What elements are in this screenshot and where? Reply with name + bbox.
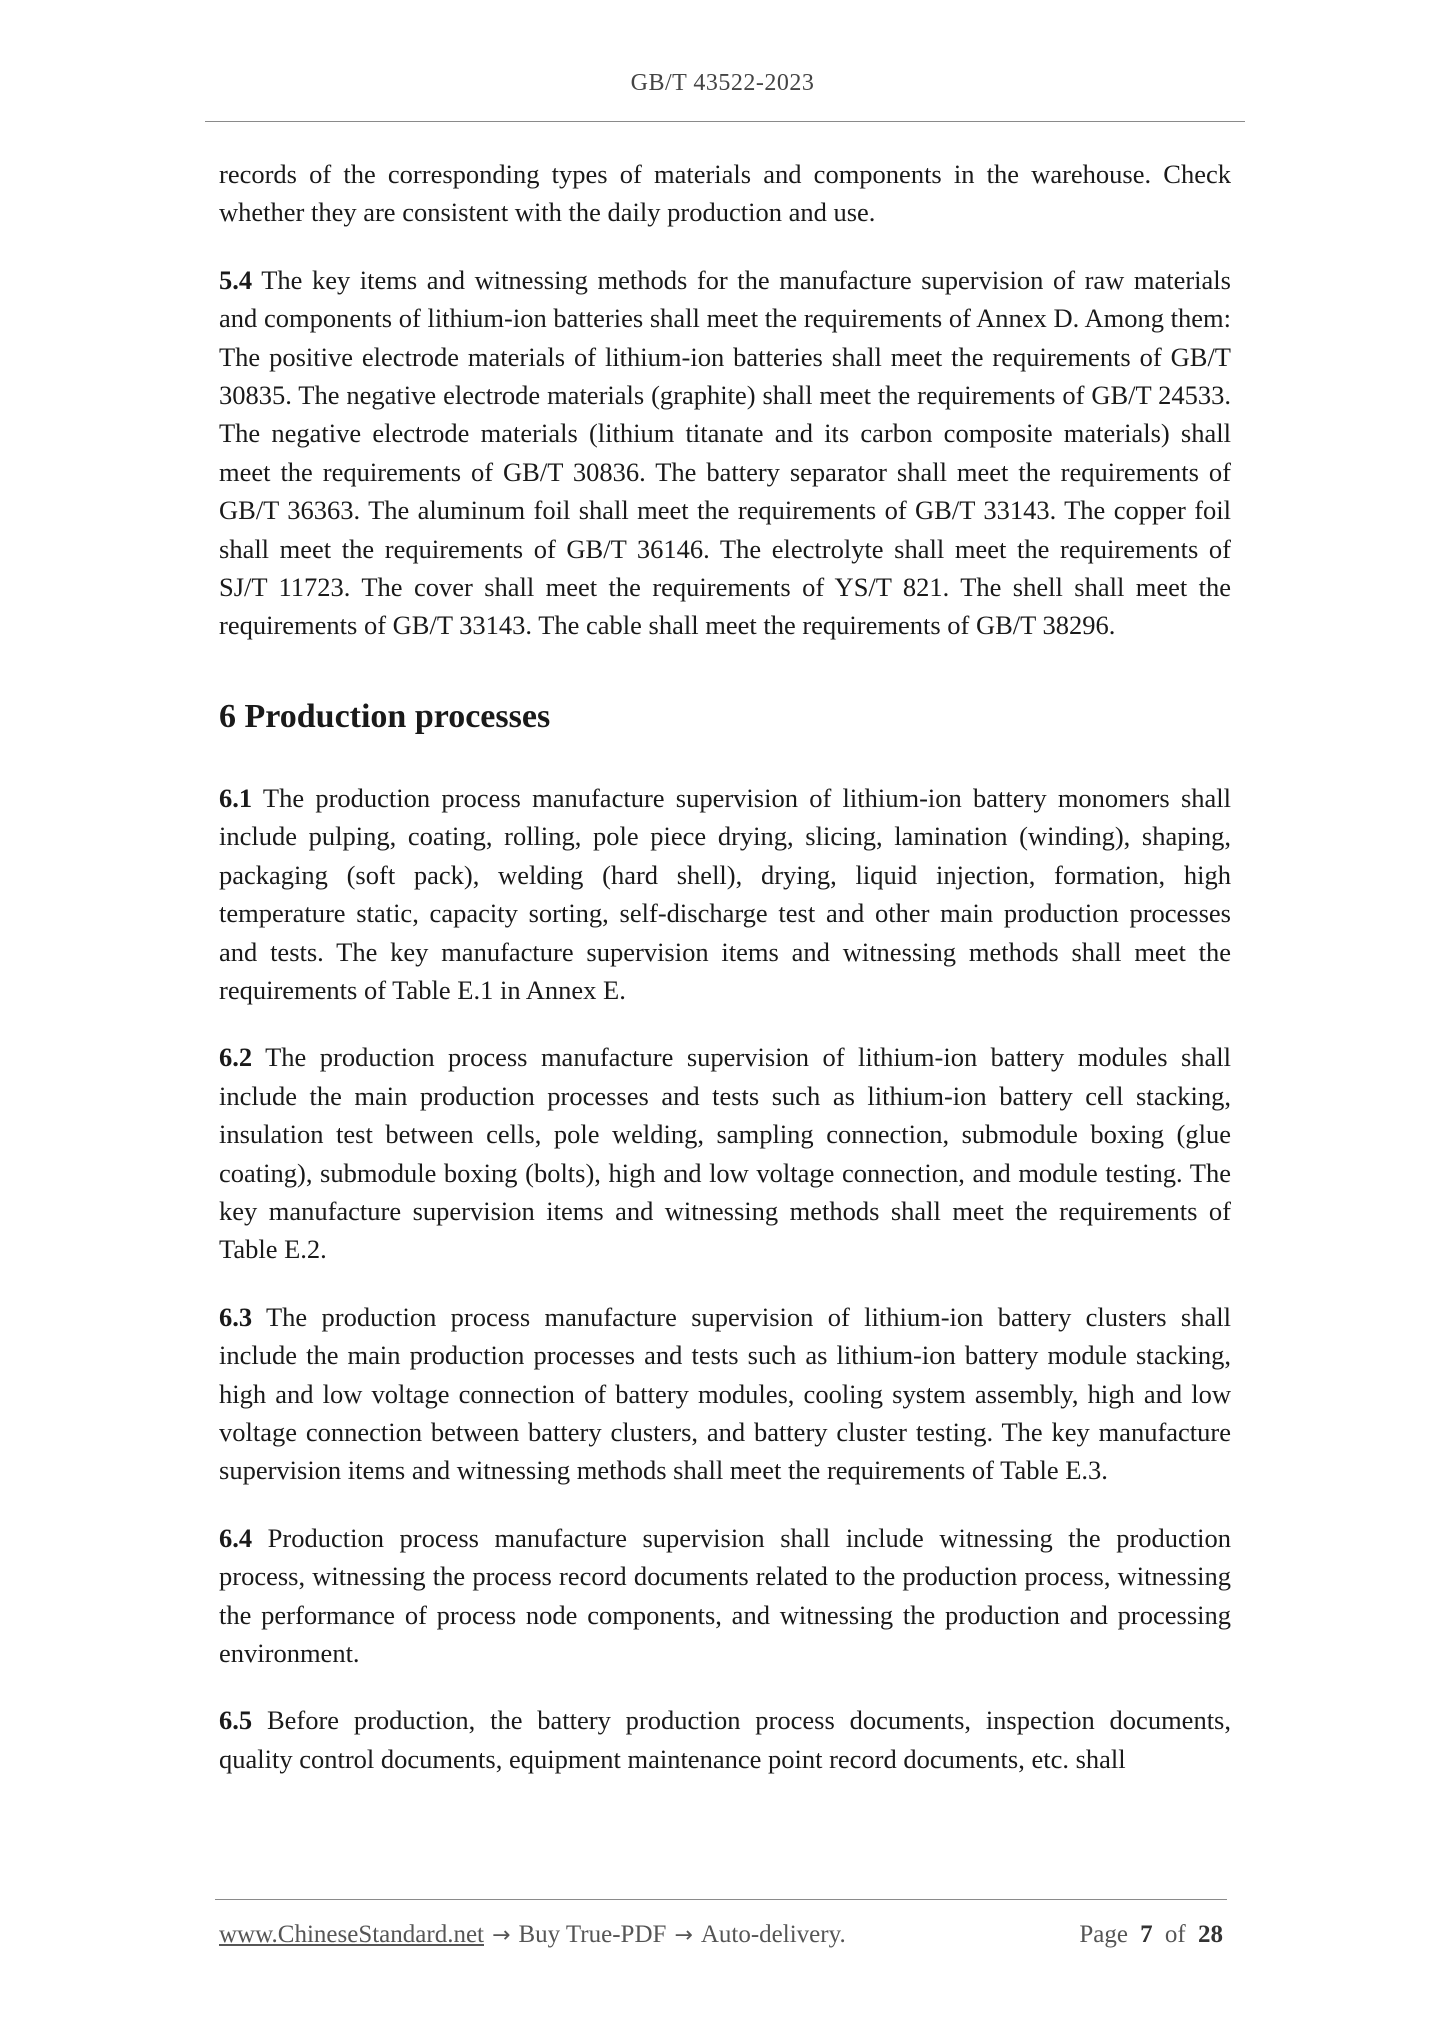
clause-6-4 [219,1519,1231,1673]
page-current: 7 [1140,1921,1153,1948]
clause-text: Before production, the battery production process documents, inspection documents, quality control documents, equipment maintenance point record documents, etc. shall [219,1705,1231,1774]
clause-text: The production process manufacture supervision of lithium-ion battery monomers shall include pulping, coating, rolling, pole piece drying, slicing, lamination (winding), shaping, packaging (soft pack), welding (hard shell), drying, liquid injection, formation, high temperature static, capacity sorting, self-discharge test and other main production processes and tests. The key manufacture supervision items and witnessing methods shall meet the requirements of Table E.1 in Annex E. [219,782,1231,1005]
page-total: 28 [1198,1921,1223,1948]
footer-divider [215,1899,1227,1900]
page-label: Page [1079,1921,1128,1948]
clause-number: 6.4 [219,1522,253,1553]
delivery-text: Auto-delivery. [700,1921,846,1948]
clause-6-2 [219,1038,1231,1268]
clause-6-5 [219,1701,1231,1778]
website-link[interactable]: www.ChineseStandard.net [219,1921,484,1948]
clause-number: 6.1 [219,782,253,813]
section-heading-6: 6 Production processes [219,697,551,735]
buy-text: Buy True-PDF [518,1921,667,1948]
clause-6-3 [219,1298,1231,1490]
clause-text: The key items and witnessing methods for the manufacture supervision of raw materials and components of lithium-ion batteries shall meet the requirements of Annex D. Among them: The positive electrode materials of lithium-ion batteries shall meet the requirements of GB/T 30835. The negative electrode materials (graphite) shall meet the requirements of GB/T 24533. The negative electrode materials (lithium titanate and its carbon composite materials) shall meet the requirements of GB/T 30836. The battery separator shall meet the requirements of GB/T 36363. The aluminum foil shall meet the requirements of GB/T 33143. The copper foil shall meet the requirements of GB/T 36146. The electrolyte shall meet the requirements of SJ/T 11723. The cover shall meet the requirements of YS/T 821. The shell shall meet the requirements of GB/T 33143. The cable shall meet the requirements of GB/T 38296. [219,264,1231,641]
arrow-right-icon: → [674,1923,693,1948]
clause-5-4 [219,261,1231,645]
clause-number: 5.4 [219,264,253,295]
page-of-label: of [1164,1921,1186,1948]
arrow-right-icon: → [492,1923,511,1948]
clause-number: 6.2 [219,1042,253,1073]
page-indicator [1073,1921,1223,1949]
page-content [219,155,1231,1807]
page-footer [219,1921,1223,1949]
intro-paragraph: records of the corresponding types of materials and components in the warehouse. Check whether they are consistent with the daily production and use. [219,159,1231,228]
clause-text: Production process manufacture supervision shall include witnessing the production process, witnessing the process record documents related to the production process, witnessing the performance of process node components, and witnessing the production and processing environment. [219,1522,1232,1668]
header-standard-number: GB/T 43522-2023 [630,70,815,96]
clause-6-1 [219,779,1231,1009]
clause-text: The production process manufacture supervision of lithium-ion battery clusters shall include the main production processes and tests such as lithium-ion battery module stacking, high and low voltage connection of battery modules, cooling system assembly, high and low voltage connection between battery clusters, and battery cluster testing. The key manufacture supervision items and witnessing methods shall meet the requirements of Table E.3. [219,1301,1231,1486]
header-divider [205,121,1245,122]
footer-promo [219,1921,846,1949]
clause-text: The production process manufacture supervision of lithium-ion battery modules shall include the main production processes and tests such as lithium-ion battery cell stacking, insulation test between cells, pole welding, sampling connection, submodule boxing (glue coating), submodule boxing (bolts), high and low voltage connection, and module testing. The key manufacture supervision items and witnessing methods shall meet the requirements of Table E.2. [219,1042,1232,1265]
clause-number: 6.3 [219,1301,253,1332]
clause-number: 6.5 [219,1705,253,1736]
